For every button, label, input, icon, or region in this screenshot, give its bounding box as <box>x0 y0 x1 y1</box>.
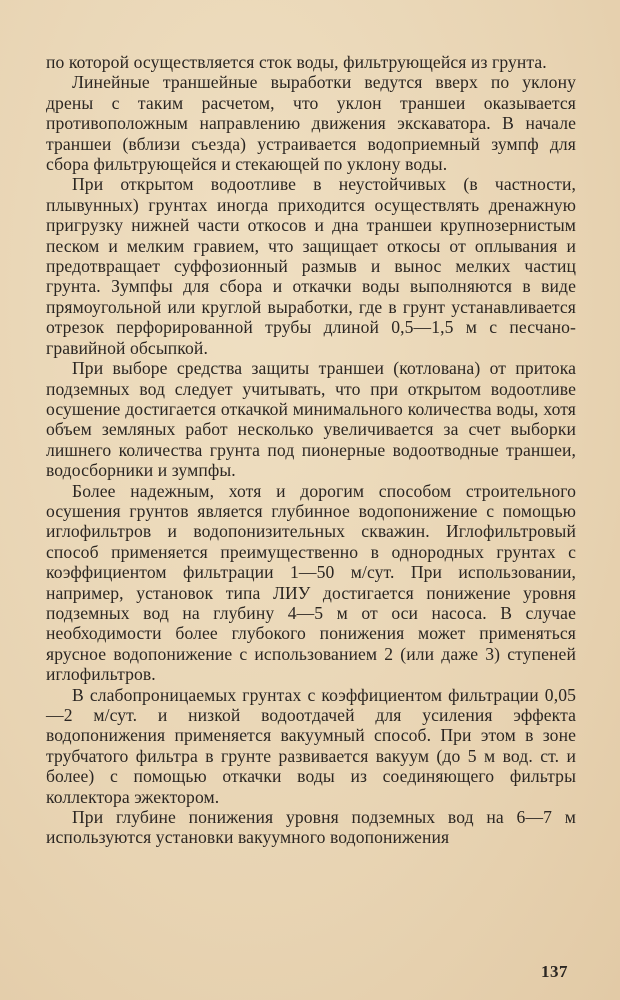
paragraph-protection-choice: При выборе средства защиты траншеи (котлована) от притока подземных вод следует учитывать, что при открытом водоотливе осушение достигается откачкой минимального количества воды, хотя объем земляных работ несколько увеличивается за счет выборки лишнего количества грунта под пионерные водоотводные траншеи, водосборники и зумпфы. <box>46 358 576 481</box>
paragraph-wellpoint-dewatering: Более надежным, хотя и дорогим способом строительного осушения грунтов является глубинное водопонижение с помощью иглофильтров и водопонизительных скважин. Иглофильтровый способ применяется преимущественно в однородных грунтах с коэффициентом фильтрации 1—50 м/сут. При использовании, например, установок типа ЛИУ достигается понижение уровня подземных вод на глубину 4—5 м от оси насоса. В случае необходимости более глубокого понижения может применяться ярусное водопонижение с использованием 2 (или даже 3) ступеней иглофильтров. <box>46 480 576 685</box>
page-number: 137 <box>541 962 568 981</box>
paragraph-vacuum-method: В слабопроницаемых грунтах с коэффициентом фильтрации 0,05—2 м/сут. и низкой водоотдачей для усиления эффекта водопонижения применяется вакуумный способ. При этом в зоне трубчатого фильтра в грунте развивается вакуум (до 5 м вод. ст. и более) с помощью откачки воды из соединяющего фильтры коллектора эжектором. <box>46 684 576 807</box>
paragraph-continuation: по которой осуществляется сток воды, фильтрующейся из грунта. <box>46 52 547 72</box>
paragraph-trench-excavation: Линейные траншейные выработки ведутся вверх по уклону дрены с таким расчетом, что уклон траншеи оказывается противоположным направлению движения экскаватора. В начале траншеи (вблизи съезда) устраивается водоприемный зумпф для сбора фильтрующейся и стекающей по уклону воды. <box>46 72 576 175</box>
paragraph-open-drainage: При открытом водоотливе в неустойчивых (в частности, плывунных) грунтах иногда приходится осуществлять дренажную пригрузку нижней части откосов и дна траншеи крупнозернистым песком и мелким гравием, что защищает откосы от оплывания и предотвращает суффозионный размыв и вынос мелких частиц грунта. Зумпфы для сбора и откачки воды выполняются в виде прямоугольной или круглой выработки, где в грунт устанавливается отрезок перфорированной трубы длиной 0,5—1,5 м с песчано-гравийной обсыпкой. <box>46 174 576 358</box>
paragraph-depth-installations: При глубине понижения уровня подземных вод на 6—7 м используются установки вакуумного водопонижения <box>46 807 576 848</box>
body-text <box>46 52 576 848</box>
